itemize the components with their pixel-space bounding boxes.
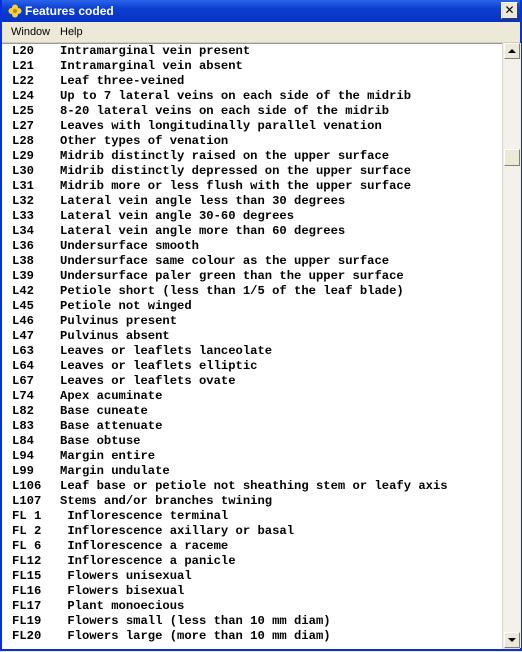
feature-row bbox=[12, 629, 331, 644]
feature-row bbox=[12, 299, 192, 314]
feature-code: L64 bbox=[12, 359, 34, 373]
feature-code: L34 bbox=[12, 224, 34, 238]
feature-code: L39 bbox=[12, 269, 34, 283]
flower-icon bbox=[8, 4, 22, 18]
feature-description: Plant monoecious bbox=[60, 599, 185, 613]
feature-description: Flowers unisexual bbox=[60, 569, 192, 583]
feature-code: L22 bbox=[12, 74, 34, 88]
feature-description: Flowers small (less than 10 mm diam) bbox=[60, 614, 331, 628]
feature-description: Lateral vein angle less than 30 degrees bbox=[60, 194, 346, 208]
feature-code: L33 bbox=[12, 209, 34, 223]
feature-row bbox=[12, 554, 236, 569]
feature-row bbox=[12, 44, 250, 59]
feature-row bbox=[12, 209, 294, 224]
feature-description: Intramarginal vein absent bbox=[60, 59, 243, 73]
feature-description: Base attenuate bbox=[60, 419, 163, 433]
vertical-scrollbar[interactable] bbox=[502, 43, 521, 648]
feature-code: L42 bbox=[12, 284, 34, 298]
feature-code: L30 bbox=[12, 164, 34, 178]
feature-code: L67 bbox=[12, 374, 34, 388]
feature-description: Undersurface paler green than the upper surface bbox=[60, 269, 404, 283]
feature-code: FL16 bbox=[12, 584, 42, 598]
feature-code: L83 bbox=[12, 419, 34, 433]
feature-code: FL 6 bbox=[12, 539, 42, 553]
feature-description: Leaves or leaflets lanceolate bbox=[60, 344, 273, 358]
feature-code: L47 bbox=[12, 329, 34, 343]
feature-row bbox=[12, 494, 272, 509]
feature-row bbox=[12, 104, 389, 119]
feature-row bbox=[12, 344, 272, 359]
feature-code: L21 bbox=[12, 59, 34, 73]
feature-code: L31 bbox=[12, 179, 34, 193]
scroll-up-button[interactable] bbox=[504, 43, 520, 59]
feature-description: Lateral vein angle 30-60 degrees bbox=[60, 209, 295, 223]
feature-description: Margin entire bbox=[60, 449, 156, 463]
feature-row bbox=[12, 539, 228, 554]
feature-row bbox=[12, 254, 389, 269]
close-icon: ✕ bbox=[504, 3, 515, 17]
feature-code: FL12 bbox=[12, 554, 42, 568]
feature-code: L24 bbox=[12, 89, 34, 103]
feature-row bbox=[12, 224, 345, 239]
close-button[interactable] bbox=[501, 2, 518, 19]
feature-code: L29 bbox=[12, 149, 34, 163]
feature-code: L106 bbox=[12, 479, 42, 493]
window-title: Features coded bbox=[25, 4, 114, 18]
feature-row bbox=[12, 479, 448, 494]
feature-description: Base cuneate bbox=[60, 404, 148, 418]
feature-row bbox=[12, 374, 236, 389]
arrow-up-icon bbox=[505, 44, 519, 58]
feature-code: L28 bbox=[12, 134, 34, 148]
feature-description: Leaves or leaflets ovate bbox=[60, 374, 236, 388]
feature-row bbox=[12, 599, 184, 614]
feature-row bbox=[12, 584, 184, 599]
feature-description: Inflorescence a panicle bbox=[60, 554, 236, 568]
feature-code: L84 bbox=[12, 434, 34, 448]
feature-row bbox=[12, 329, 170, 344]
feature-code: L74 bbox=[12, 389, 34, 403]
feature-description: Base obtuse bbox=[60, 434, 141, 448]
feature-description: Other types of venation bbox=[60, 134, 229, 148]
feature-description: Up to 7 lateral veins on each side of the midrib bbox=[60, 89, 412, 103]
scroll-thumb[interactable] bbox=[504, 149, 520, 166]
feature-row bbox=[12, 119, 382, 134]
feature-description: Stems and/or branches twining bbox=[60, 494, 273, 508]
feature-code: L36 bbox=[12, 239, 34, 253]
feature-code: FL17 bbox=[12, 599, 42, 613]
feature-description: Inflorescence axillary or basal bbox=[60, 524, 295, 538]
menu-window[interactable]: Window bbox=[11, 26, 51, 38]
feature-row bbox=[12, 149, 389, 164]
feature-description: Lateral vein angle more than 60 degrees bbox=[60, 224, 346, 238]
feature-row bbox=[12, 239, 199, 254]
feature-description: Inflorescence terminal bbox=[60, 509, 229, 523]
arrow-down-icon bbox=[505, 633, 519, 647]
feature-row bbox=[12, 314, 177, 329]
menu-help[interactable]: Help bbox=[60, 26, 83, 38]
feature-description: Leaves with longitudinally parallel venation bbox=[60, 119, 382, 133]
feature-description: Midrib distinctly raised on the upper surface bbox=[60, 149, 390, 163]
feature-code: FL 1 bbox=[12, 509, 42, 523]
menu-bar bbox=[2, 22, 520, 43]
feature-row bbox=[12, 524, 294, 539]
feature-row bbox=[12, 359, 257, 374]
feature-code: L20 bbox=[12, 44, 34, 58]
feature-description: Flowers bisexual bbox=[60, 584, 185, 598]
feature-row bbox=[12, 419, 162, 434]
feature-row bbox=[12, 194, 345, 209]
feature-row bbox=[12, 434, 140, 449]
feature-row bbox=[12, 389, 162, 404]
feature-row bbox=[12, 404, 148, 419]
feature-row bbox=[12, 569, 192, 584]
feature-description: Pulvinus present bbox=[60, 314, 178, 328]
feature-row bbox=[12, 509, 228, 524]
feature-row bbox=[12, 179, 411, 194]
feature-description: Flowers large (more than 10 mm diam) bbox=[60, 629, 331, 643]
feature-row bbox=[12, 614, 331, 629]
feature-row bbox=[12, 164, 411, 179]
feature-code: FL19 bbox=[12, 614, 42, 628]
feature-description: Petiole short (less than 1/5 of the leaf blade) bbox=[60, 284, 404, 298]
feature-description: Pulvinus absent bbox=[60, 329, 170, 343]
feature-description: Intramarginal vein present bbox=[60, 44, 251, 58]
feature-description: Margin undulate bbox=[60, 464, 170, 478]
feature-row bbox=[12, 74, 184, 89]
feature-description: Undersurface smooth bbox=[60, 239, 199, 253]
feature-code: L32 bbox=[12, 194, 34, 208]
feature-code: FL 2 bbox=[12, 524, 42, 538]
feature-description: Petiole not winged bbox=[60, 299, 192, 313]
feature-row bbox=[12, 269, 404, 284]
feature-description: Leaf base or petiole not sheathing stem or leafy axis bbox=[60, 479, 448, 493]
feature-row bbox=[12, 284, 404, 299]
feature-code: L107 bbox=[12, 494, 42, 508]
scroll-down-button[interactable] bbox=[504, 632, 520, 648]
feature-description: Undersurface same colour as the upper surface bbox=[60, 254, 390, 268]
feature-code: L94 bbox=[12, 449, 34, 463]
feature-row bbox=[12, 449, 155, 464]
feature-code: L25 bbox=[12, 104, 34, 118]
feature-row bbox=[12, 59, 243, 74]
feature-description: Apex acuminate bbox=[60, 389, 163, 403]
feature-description: Leaf three-veined bbox=[60, 74, 185, 88]
feature-code: L82 bbox=[12, 404, 34, 418]
feature-description: Leaves or leaflets elliptic bbox=[60, 359, 258, 373]
feature-code: L45 bbox=[12, 299, 34, 313]
feature-code: L38 bbox=[12, 254, 34, 268]
title-bar[interactable] bbox=[2, 0, 520, 22]
feature-description: Midrib more or less flush with the upper surface bbox=[60, 179, 412, 193]
feature-row bbox=[12, 134, 228, 149]
feature-code: FL20 bbox=[12, 629, 42, 643]
feature-description: Inflorescence a raceme bbox=[60, 539, 229, 553]
feature-code: L63 bbox=[12, 344, 34, 358]
features-list[interactable] bbox=[2, 43, 502, 649]
feature-code: L46 bbox=[12, 314, 34, 328]
feature-description: 8-20 lateral veins on each side of the midrib bbox=[60, 104, 390, 118]
feature-description: Midrib distinctly depressed on the upper surface bbox=[60, 164, 412, 178]
feature-code: L99 bbox=[12, 464, 34, 478]
feature-code: L27 bbox=[12, 119, 34, 133]
feature-row bbox=[12, 464, 170, 479]
feature-row bbox=[12, 89, 411, 104]
feature-code: FL15 bbox=[12, 569, 42, 583]
